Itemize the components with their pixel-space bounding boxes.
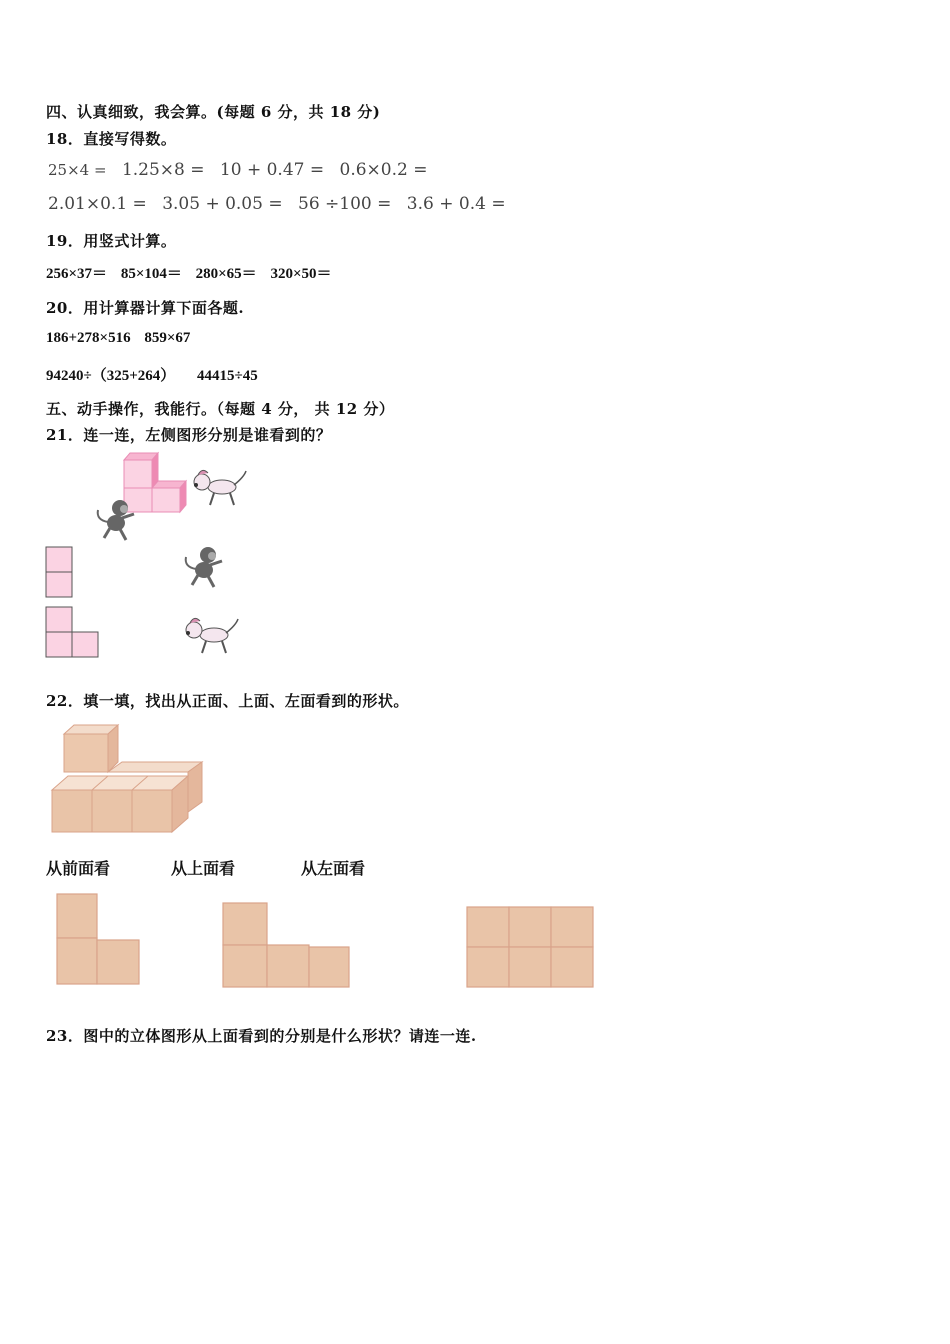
- q18-item-1: 25×4 =: [48, 161, 107, 179]
- q20-row-2: [46, 364, 268, 385]
- q19-item-3: 280×65＝: [195, 266, 257, 282]
- q18-title: 18．直接写得数。: [46, 130, 177, 148]
- q20-item-2: 859×67: [144, 330, 191, 346]
- monkey-icon: [180, 545, 226, 590]
- q18-item-8: 3.6 + 0.4 =: [406, 194, 506, 214]
- q20-item-1: 186+278×516: [46, 330, 131, 346]
- label-front-view: 从前面看: [46, 859, 111, 878]
- q20-item-4: 44415÷45: [197, 368, 258, 384]
- monkey-icon: [92, 498, 138, 543]
- q19-item-1: 256×37＝: [46, 266, 108, 282]
- q18-item-5: 2.01×0.1 =: [48, 194, 147, 214]
- q18-item-4: 0.6×0.2 =: [339, 160, 428, 180]
- section-4-title: 四、认真细致，我会算。(每题 6 分，共 18 分): [46, 103, 381, 121]
- q18-item-6: 3.05 + 0.05 =: [162, 194, 283, 214]
- q18-item-7: 56 ÷100 =: [298, 194, 392, 214]
- q19-items: [46, 262, 342, 283]
- q20-item-3: 94240÷（325+264）: [46, 368, 176, 384]
- q23-title: 23．图中的立体图形从上面看到的分别是什么形状？请连一连.: [46, 1027, 477, 1045]
- view-shape-l: [45, 606, 101, 660]
- q19-item-4: 320×50＝: [270, 266, 332, 282]
- label-left-view: 从左面看: [301, 859, 366, 878]
- q18-row-1: [48, 160, 437, 180]
- q20-row-1: [46, 330, 200, 347]
- dog-icon: [190, 465, 250, 510]
- tan-block-figure: [48, 722, 208, 836]
- q18-item-3: 10 + 0.47 =: [219, 160, 325, 180]
- answer-shape-top: [221, 901, 353, 991]
- view-shape-two-stacked: [45, 546, 75, 600]
- q22-title: 22．填一填，找出从正面、上面、左面看到的形状。: [46, 692, 409, 710]
- q19-item-2: 85×104＝: [120, 266, 182, 282]
- q19-title: 19．用竖式计算。: [46, 232, 177, 250]
- answer-shape-front: [55, 892, 145, 988]
- answer-shape-left: [465, 905, 597, 991]
- q18-row-2: [48, 194, 516, 214]
- q21-title: 21．连一连，左侧图形分别是谁看到的？: [46, 426, 332, 444]
- q20-title: 20．用计算器计算下面各题.: [46, 299, 245, 317]
- label-top-view: 从上面看: [171, 859, 236, 878]
- q18-item-2: 1.25×8 =: [121, 160, 205, 180]
- section-5-title: 五、动手操作，我能行。（每题 4 分， 共 12 分）: [46, 400, 395, 418]
- dog-icon: [182, 613, 242, 658]
